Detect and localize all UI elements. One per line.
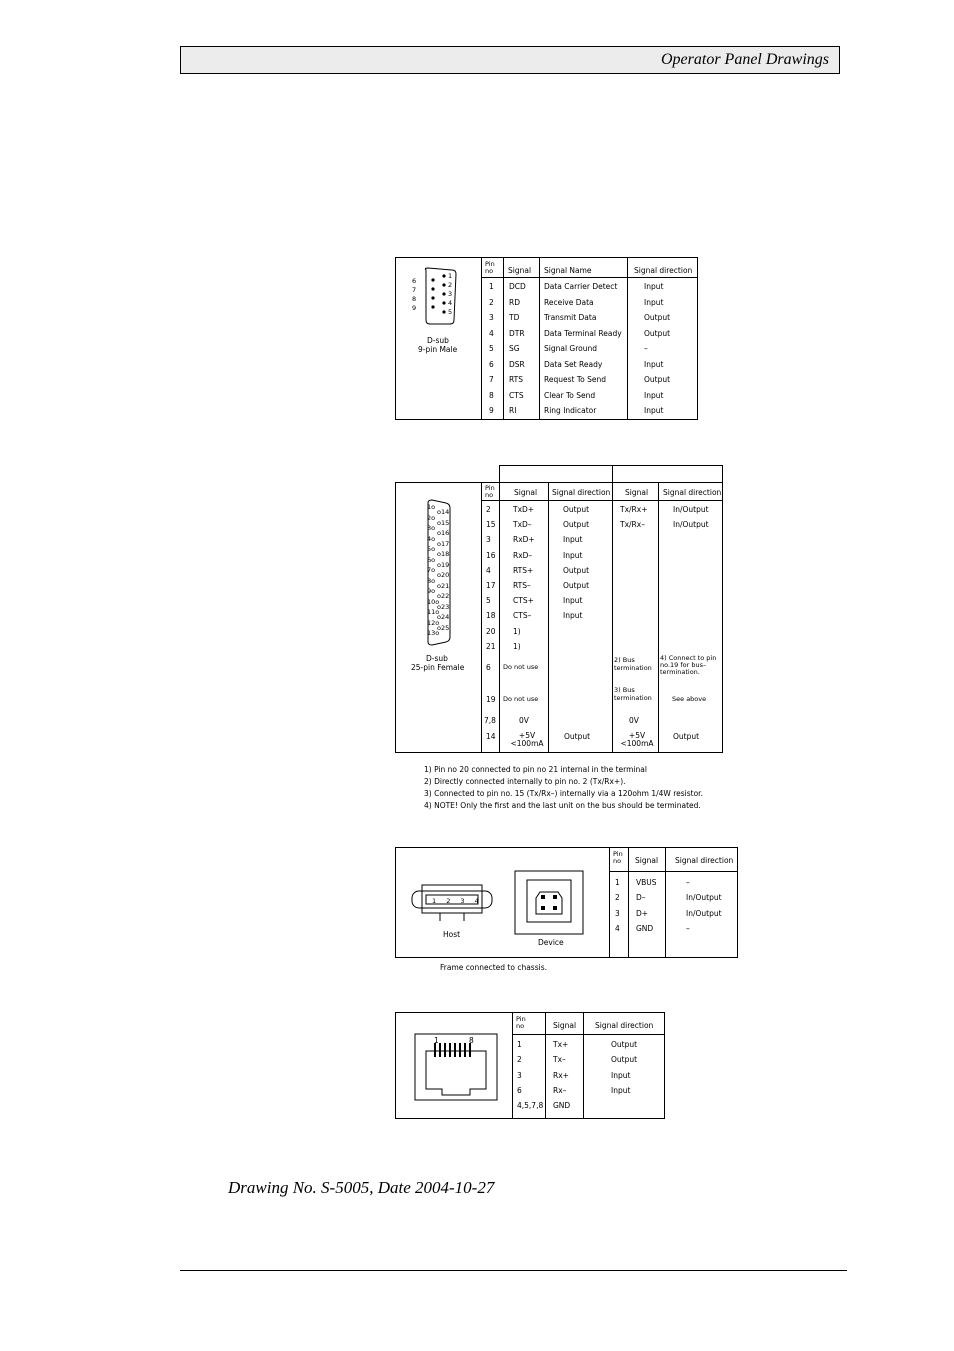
usb-host-label: Host	[443, 930, 461, 939]
pin-label: 3o	[427, 524, 436, 532]
table-cell: 1	[615, 878, 620, 887]
table-cell: Transmit Data	[544, 313, 597, 322]
pin-label: o16	[437, 529, 450, 537]
dsub9-label: D-sub	[427, 336, 449, 345]
dsub9-connector-icon	[420, 266, 460, 328]
pin-label: 11o	[427, 608, 440, 616]
table-cell: 3	[489, 313, 494, 322]
table-cell: VBUS	[636, 878, 657, 887]
table-cell: 2	[489, 297, 494, 307]
pin-label: o23	[437, 602, 450, 611]
table-cell: 2	[517, 1055, 522, 1065]
table-cell: Data Terminal Ready	[544, 328, 622, 338]
pin-label: o19	[437, 560, 450, 569]
table-cell: Clear To Send	[544, 390, 596, 400]
table-cell: Output	[644, 328, 671, 338]
table-cell: Signal Ground	[544, 344, 598, 353]
table-cell: CTS–	[513, 611, 532, 621]
table-cell: Input	[611, 1070, 631, 1080]
table-cell: Output	[611, 1055, 638, 1065]
table-cell: 3	[486, 535, 491, 545]
table-cell: TxD–	[513, 520, 532, 530]
pin-label: 12o	[427, 618, 440, 627]
table-cell: Tx/Rx+	[620, 505, 648, 514]
table-cell: RI	[509, 406, 517, 415]
table-cell: RxD+	[513, 535, 535, 545]
table-cell: 2	[615, 893, 620, 903]
table-cell: RxD–	[513, 550, 533, 560]
table-cell: –	[686, 923, 690, 933]
dsub25-label: D-sub	[426, 654, 448, 663]
table-cell: Input	[644, 406, 664, 415]
table-cell: TxD+	[513, 505, 535, 514]
table-cell: Output	[563, 565, 590, 575]
table-cell: TD	[509, 313, 520, 322]
table-cell: –	[686, 878, 690, 887]
pin-label: 6o	[427, 555, 436, 564]
table-cell: RTS	[509, 375, 524, 384]
table-cell: RTS–	[513, 581, 531, 590]
table-cell: Output	[563, 520, 590, 530]
table-cell: Input	[563, 535, 583, 545]
footer-rule	[180, 1270, 847, 1271]
table-cell: 7	[489, 375, 494, 384]
pin-label: 9o	[427, 587, 436, 595]
table-cell: Tx+	[553, 1040, 569, 1049]
pin-label: o22	[437, 592, 450, 600]
dsub25-sublabel: 25-pin Female	[411, 663, 465, 672]
table-cell: Receive Data	[544, 297, 594, 307]
pin-label: o15	[437, 518, 450, 527]
pin-label: o17	[437, 539, 450, 548]
table-cell: 4	[486, 565, 491, 575]
pin-label: 5o	[427, 545, 436, 553]
table-cell: RD	[509, 297, 520, 307]
pin-label: 2o	[427, 513, 436, 522]
table-cell: In/Output	[686, 893, 722, 903]
pin-label: o24	[437, 613, 450, 621]
pin-label: 10o	[427, 597, 440, 606]
table-cell: 9	[489, 406, 494, 415]
table-cell: 2	[486, 505, 491, 514]
table-cell: 5	[489, 344, 494, 353]
table-cell: Input	[563, 550, 583, 560]
table-cell: 8	[489, 390, 494, 400]
table-cell: Data Carrier Detect	[544, 282, 618, 291]
table-cell: 4	[489, 328, 494, 338]
table-cell: Input	[563, 596, 583, 606]
table-cell: Output	[611, 1040, 638, 1049]
table-cell: DCD	[509, 282, 526, 291]
usb-device-label: Device	[538, 938, 564, 947]
pin-label: o25	[437, 623, 450, 632]
table-cell: In/Output	[686, 908, 722, 918]
table-cell: Output	[644, 313, 671, 322]
table-cell: RTS+	[513, 565, 534, 575]
table-cell: CTS+	[513, 596, 534, 606]
table-cell: 4,5,7,8	[517, 1101, 544, 1111]
table-cell: GND	[636, 923, 654, 933]
table-cell: Rx–	[553, 1085, 567, 1095]
table-cell: 6	[489, 359, 494, 369]
pin-label: o21	[437, 581, 450, 590]
table-cell: Input	[563, 611, 583, 621]
table-cell: 17	[486, 581, 496, 590]
table-cell: 3	[517, 1070, 522, 1080]
table-cell: Input	[644, 390, 664, 400]
table-cell: DTR	[509, 328, 525, 338]
table-cell: 1	[489, 282, 494, 291]
table-cell: CTS	[509, 390, 524, 400]
frame-note: Frame connected to chassis.	[440, 963, 547, 972]
table-cell: 21	[486, 641, 496, 651]
table-cell: In/Output	[673, 520, 709, 530]
table-cell: Request To Send	[544, 375, 607, 384]
table-cell: 3	[615, 908, 620, 918]
table-cell: 1)	[513, 626, 521, 636]
pin-label: 1o	[427, 503, 436, 511]
rj45-connector-icon	[414, 1033, 498, 1101]
table-cell: 20	[486, 626, 496, 636]
table-cell: Input	[644, 282, 664, 291]
table-cell: 16	[486, 550, 496, 560]
table-cell: Input	[644, 359, 664, 369]
table-cell: D–	[636, 893, 646, 903]
table-cell: 18	[486, 611, 496, 621]
table-cell: In/Output	[673, 505, 709, 514]
pin-label: 8o	[427, 576, 436, 585]
table-cell: 1)	[513, 641, 521, 651]
pin-label: o20	[437, 571, 450, 579]
pin-label: 7o	[427, 566, 436, 574]
table-cell: Output	[644, 375, 671, 384]
table-cell: Tx/Rx–	[620, 520, 645, 530]
table-cell: 6	[517, 1085, 522, 1095]
page-header	[180, 46, 840, 74]
table-cell: Input	[611, 1085, 631, 1095]
table-cell: 4	[615, 923, 620, 933]
table-cell: D+	[636, 908, 649, 918]
table-cell: Input	[644, 297, 664, 307]
table-cell: Data Set Ready	[544, 359, 603, 369]
table-cell: 1	[517, 1040, 522, 1049]
table-cell: Tx–	[553, 1055, 566, 1065]
pin-label: o14	[437, 508, 450, 516]
header-title: Operator Panel Drawings	[661, 51, 829, 68]
table-cell: –	[644, 344, 648, 353]
table-cell: Ring Indicator	[544, 406, 597, 415]
usb-host-connector-icon	[410, 883, 494, 929]
table-cell: 5	[486, 596, 491, 606]
pin-label: 4o	[427, 534, 436, 543]
table-cell: 15	[486, 520, 496, 530]
dsub9-sublabel: 9-pin Male	[418, 345, 458, 354]
table-cell: Output	[563, 505, 590, 514]
pin-label: o18	[437, 550, 450, 558]
table-cell: Rx+	[553, 1070, 569, 1080]
table-cell: SG	[509, 344, 520, 353]
dsub25-top-tab	[499, 465, 723, 483]
table-cell: Output	[563, 581, 590, 590]
footnotes: 1) Pin no 20 connected to pin no 21 internal in the terminal 2) Directly connected internally to pin no. 2 (Tx/Rx+). 3) Connected to pin no. 15 (Tx/Rx–) internally via a 120ohm 1/4W resistor. 4) NOTE! Only the first and the last unit on the bus should be terminated.	[424, 765, 703, 810]
table-cell: GND	[553, 1101, 571, 1111]
pin-label: 13o	[427, 629, 440, 637]
table-cell: DSR	[509, 359, 525, 369]
usb-device-connector-icon	[514, 870, 584, 936]
drawing-caption: Drawing No. S-5005, Date 2004-10-27	[228, 1178, 495, 1197]
